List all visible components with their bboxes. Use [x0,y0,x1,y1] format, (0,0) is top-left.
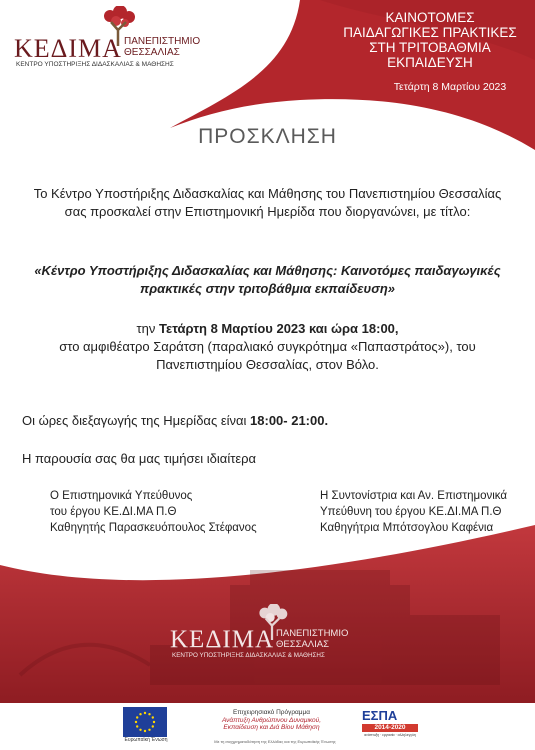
intro-line-1: Το Κέντρο Υποστήριξης Διδασκαλίας και Μάθησης του Πανεπιστημίου Θεσσαλίας [33,186,502,201]
page-title: ΠΡΟΣΚΛΗΣΗ [198,125,337,148]
event-heading-line-1: ΚΑΙΝΟΤΟΜΕΣ [385,10,475,25]
footer-logo-subtitle: ΚΕΝΤΡΟ ΥΠΟΣΤΗΡΙΞΗΣ ΔΙΔΑΣΚΑΛΙΑΣ & ΜΑΘΗΣΗΣ [172,652,325,659]
logo-university-line-1: ΠΑΝΕΠΙΣΤΗΜΙΟ [124,36,201,47]
kedima-logo-footer [170,612,370,667]
intro-line-2: σας προσκαλεί στην Επιστημονική Ημερίδα που διοργανώνει, με τίτλο: [64,204,471,219]
logo-subtitle: ΚΕΝΤΡΟ ΥΠΟΣΤΗΡΙΞΗΣ ΔΙΔΑΣΚΑΛΙΑΣ & ΜΑΘΗΣΗΣ [16,61,174,68]
event-when [0,320,535,338]
op-line-2: Ανάπτυξη Ανθρώπινου Δυναμικού, [221,716,322,724]
signature-right-role: Η Συντονίστρια και Αν. Επιστημονικά [320,490,508,502]
event-title [0,262,535,298]
event-title-line-2: πρακτικές στην τριτοβάθμια εκπαίδευση» [140,281,395,296]
footer-logo-university-line-2: ΘΕΣΣΑΛΙΑΣ [276,639,330,650]
event-title-line-1: «Κέντρο Υποστήριξης Διδασκαλίας και Μάθησης: Καινοτόμες παιδαγωγικές [34,263,501,278]
espa-years-text: 2014-2020 [374,724,406,731]
when-datetime: Τετάρτη 8 Μαρτίου 2023 και ώρα 18:00, [158,321,399,336]
closing-text: Η παρουσία σας θα μας τιμήσει ιδιαίτερα [22,451,257,466]
op-line-3: Εκπαίδευση και Διά Βίου Μάθηση [223,724,320,731]
signature-left-project: του έργου ΚΕ.ΔΙ.ΜΑ Π.Θ [50,506,177,518]
op-line-1: Επιχειρησιακό Πρόγραμμα [232,709,311,716]
footer-logo-university-line-1: ΠΑΝΕΠΙΣΤΗΜΙΟ [276,628,349,639]
eu-label: Ευρωπαϊκή Ένωση [124,737,168,743]
espa-main-text: ΕΣΠΑ [362,708,398,723]
intro-paragraph [0,185,535,221]
event-hours [22,412,328,430]
espa-years-badge [362,724,418,732]
kedima-logo-header [14,14,214,74]
hours-prefix: Οι ώρες διεξαγωγής της Ημερίδας είναι [22,413,251,428]
event-heading [330,10,530,70]
signature-left-role: Ο Επιστημονικά Υπεύθυνος [50,490,193,502]
footer-logo-main-text: ΚΕΔΙΜΑ [170,626,275,653]
espa-logo [362,708,418,740]
hours-value: 18:00- 21:00. [250,413,329,428]
logo-university-line-2: ΘΕΣΣΑΛΙΑΣ [124,47,180,58]
signature-right-name: Καθηγήτρια Μπότσογλου Καφένια [320,522,494,534]
event-details [0,320,535,374]
logo-main-text: ΚΕΔΙΜΑ [14,34,122,63]
event-where-line-2: Πανεπιστημίου Θεσσαλίας, στον Βόλο. [156,357,379,372]
eu-flag-icon [123,707,167,737]
event-heading-line-3: ΣΤΗ ΤΡΙΤΟΒΑΘΜΙΑ ΕΚΠΑΙΔΕΥΣΗ [369,40,491,70]
espa-tagline: ανάπτυξη · εργασία · αλληλεγγύη [364,733,416,737]
signature-right-project: Υπεύθυνη του έργου ΚΕ.ΔΙ.ΜΑ Π.Θ [320,506,502,518]
event-where-line-1: στο αμφιθέατρο Σαράτση (παραλιακό συγκρότημα «Παπαστράτος»), του [59,339,476,354]
event-heading-line-2: ΠΑΙΔΑΓΩΓΙΚΕΣ ΠΡΑΚΤΙΚΕΣ [343,25,517,40]
cofunding-note: Με τη συγχρηματοδότηση της Ελλάδας και της Ευρωπαϊκής Ένωσης [214,739,336,744]
event-date: Τετάρτη 8 Μαρτίου 2023 [393,81,507,93]
operational-programme [213,709,330,732]
when-prefix: την [136,321,159,336]
signature-left-name: Καθηγητής Παρασκευόπουλος Στέφανος [50,522,257,534]
